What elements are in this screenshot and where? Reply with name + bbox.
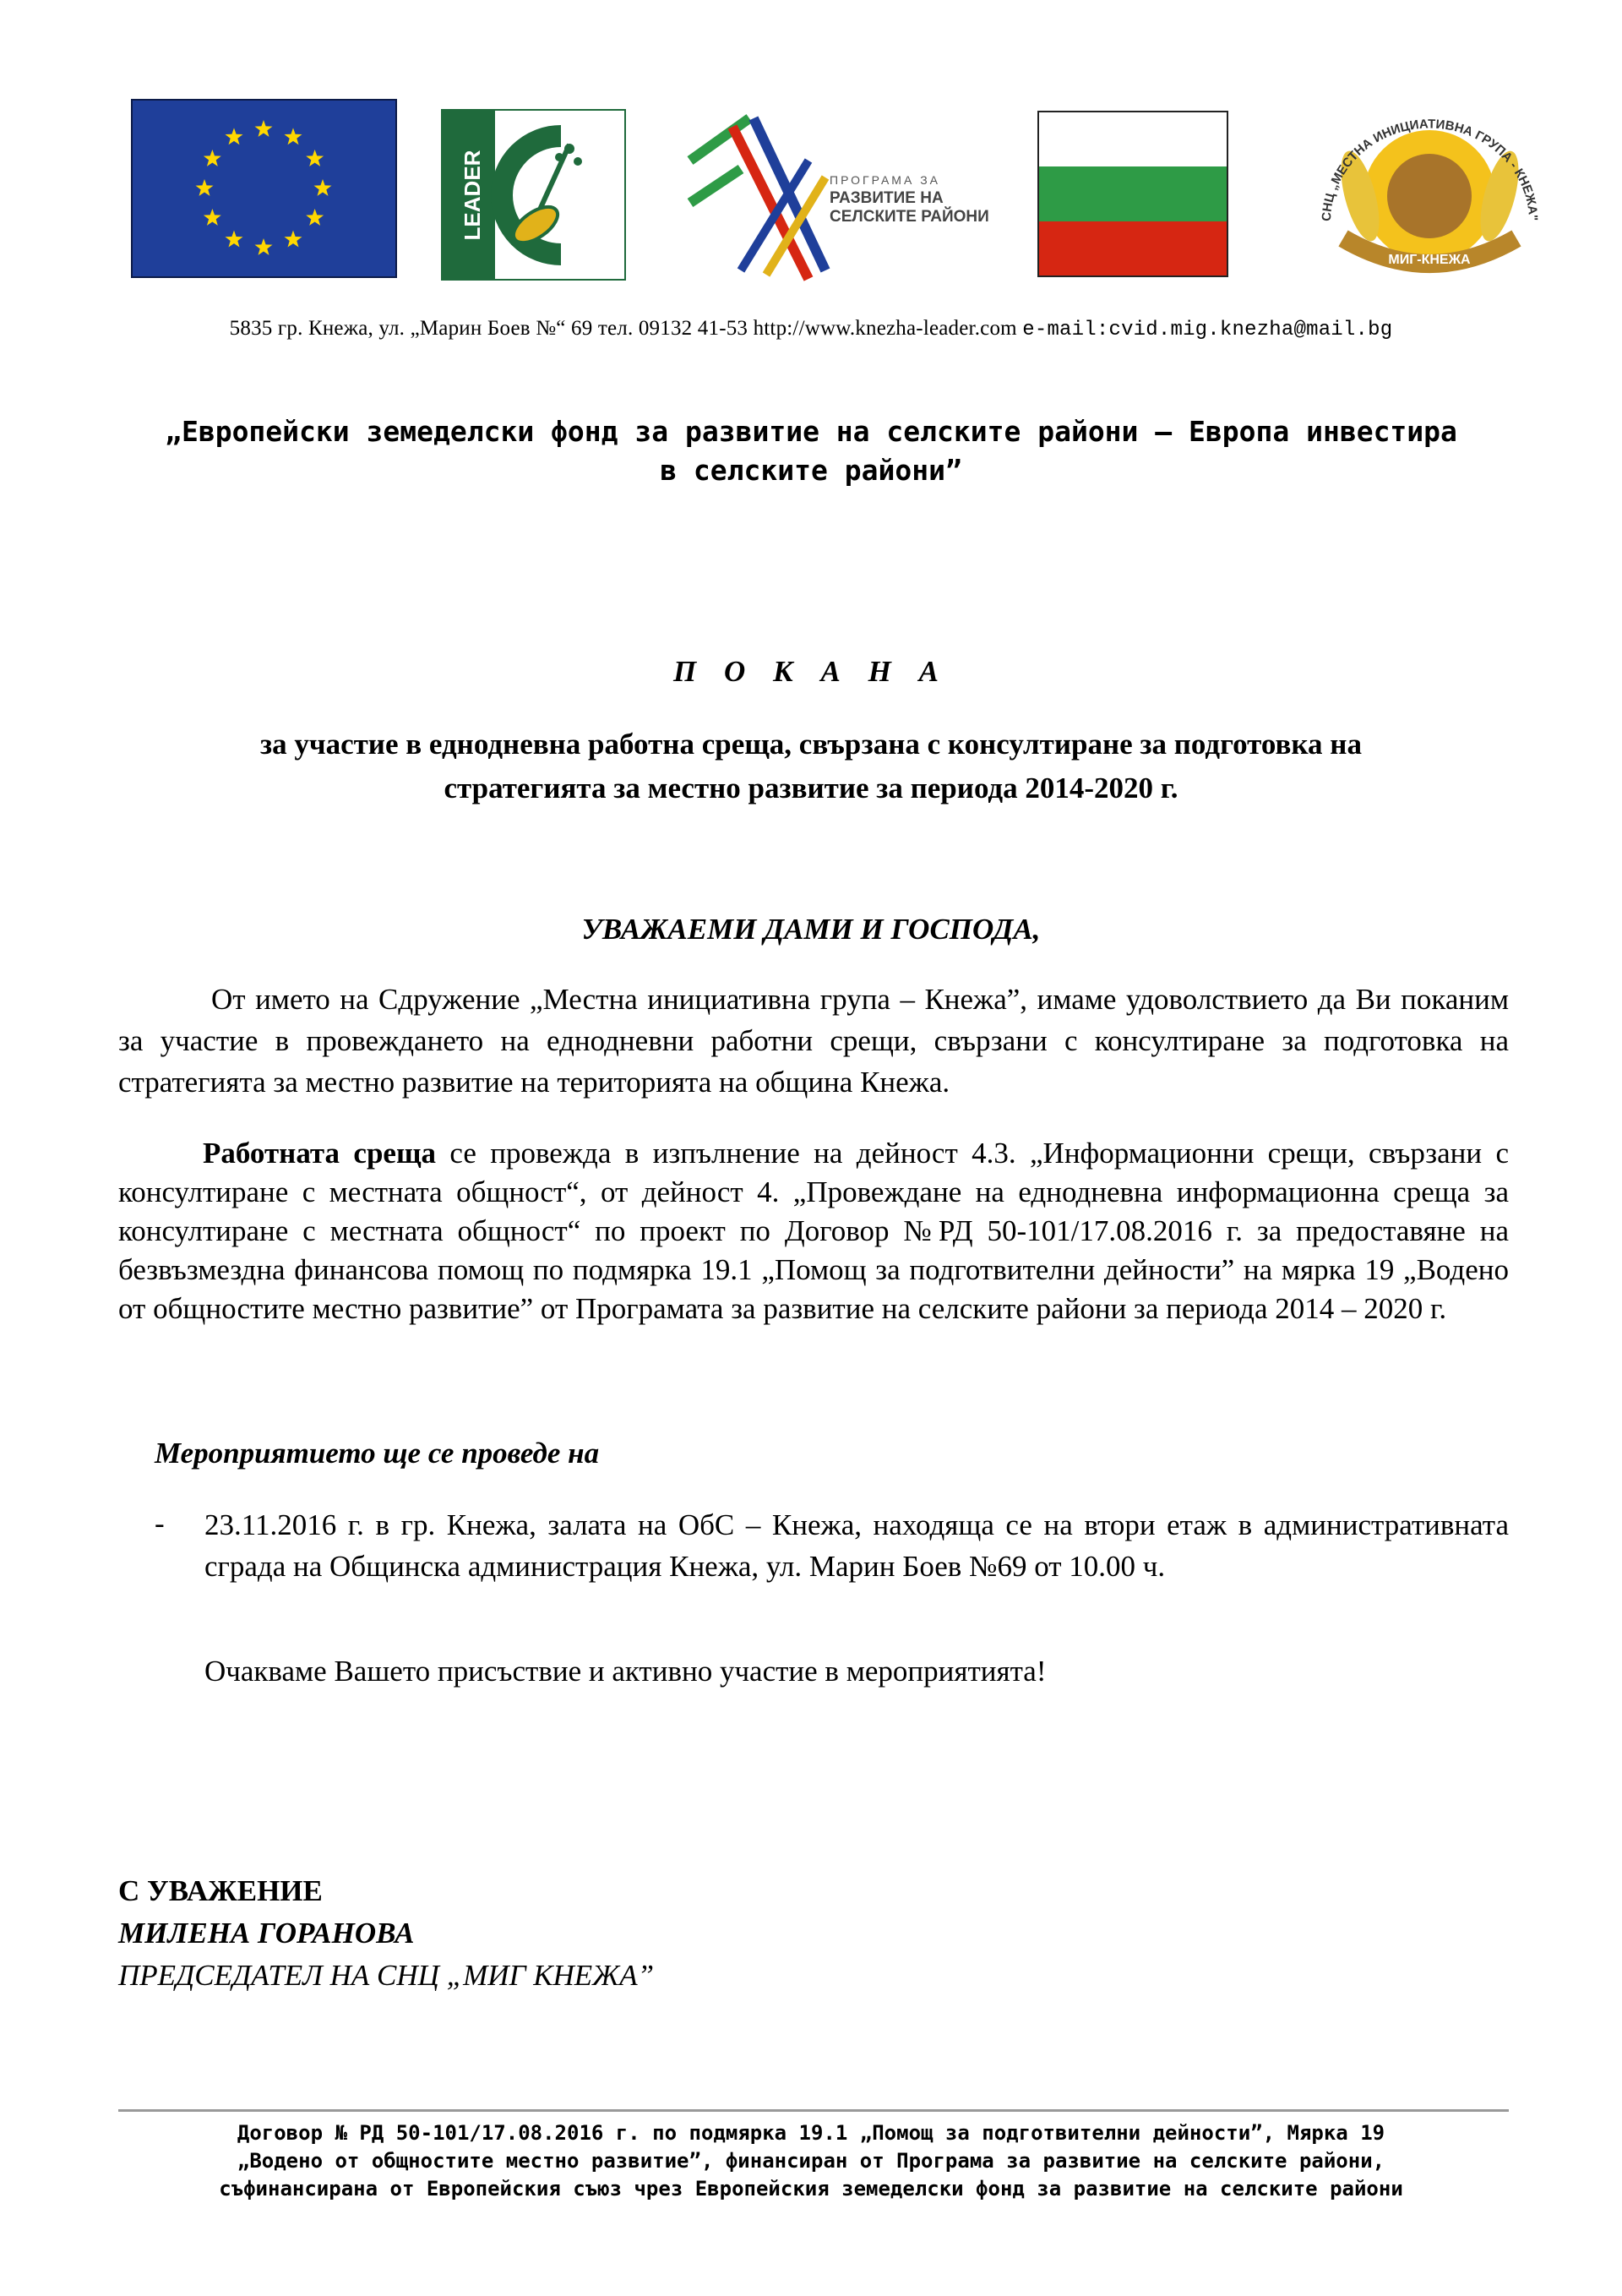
fund-title-line1: „Европейски земеделски фонд за развитие на селските райони – Европа инвестира	[165, 415, 1457, 448]
invitation-subtitle	[169, 723, 1453, 810]
leader-logo	[441, 109, 626, 281]
fund-title-line2: в селските райони”	[660, 454, 962, 487]
closing-text: Очакваме Вашето присъствие и активно участие в мероприятията!	[204, 1655, 1047, 1688]
event-heading: Мероприятието ще се проведе на	[155, 1437, 600, 1470]
eu-star-icon	[204, 150, 221, 166]
eu-star-icon	[306, 150, 324, 166]
subtitle-line2: стратегията за местно развитие за периода 2014-2020 г.	[444, 772, 1178, 804]
meeting-bold-label: Работната среща	[203, 1137, 436, 1170]
list-dash: -	[155, 1507, 165, 1540]
eu-flag-logo	[131, 99, 397, 278]
eu-star-icon	[226, 231, 243, 248]
eu-stars-icon	[133, 101, 395, 276]
eu-star-icon	[255, 238, 273, 255]
eu-star-icon	[314, 179, 332, 196]
contact-line	[0, 317, 1622, 341]
programme-line3: СЕЛСКИТЕ РАЙОНИ	[830, 208, 989, 226]
bulgarian-flag	[1037, 111, 1228, 277]
programme-line1: ПРОГРАМА ЗА	[830, 173, 940, 187]
footer-line2: „Водено от общностите местно развитие”, финансиран от Програма за развитие на селските райони,	[237, 2149, 1385, 2173]
body-paragraph-2	[118, 1134, 1509, 1328]
body-paragraph-2-text: се провежда в изпълнение на дейност 4.3. „Информационни срещи, свързани с консултиране с местната общност“, от дейност 4. „Провеждане на еднодневна информационна среща за консултиране с местната общност“ по проект по Договор №РД 50-101/17.08.2016 г. за предоставяне на безвъзмездна финансова помощ по подмярка 19.1 „Помощ за подготвителни дейности” на мярка 19 „Водено от общностите местно развитие” от Програмата за развитие на селските райони за периода 2014 – 2020 г.	[118, 1137, 1509, 1325]
contact-address: 5835 гр. Кнежа, ул. „Марин Боев №“ 69 тел. 09132 41-53 http://www.knezha-leader.com	[229, 317, 1023, 340]
signature-position: ПРЕДСЕДАТЕЛ НА СНЦ „МИГ КНЕЖА”	[118, 1959, 655, 1992]
mig-arc-text: СНЦ „МЕСТНА ИНИЦИАТИВНА ГРУПА - КНЕЖА"	[1319, 117, 1541, 222]
body-paragraph-1: От името на Сдружение „Местна инициативна група – Кнежа”, имаме удоволствието да Ви поканим за участие в провеждането на еднодневни работни срещи, свързани с консултиране за подготовка на стратегията за местно развитие на територията на община Кнежа.	[118, 983, 1509, 1099]
greeting: УВАЖАЕМИ ДАМИ И ГОСПОДА,	[581, 913, 1041, 946]
mig-ribbon-text: МИГ-КНЕЖА	[1388, 253, 1471, 267]
footer-divider	[118, 2109, 1509, 2112]
rural-development-programme-logo	[682, 110, 990, 283]
programme-line2: РАЗВИТИЕ НА	[830, 189, 944, 207]
eu-star-icon	[204, 209, 221, 226]
contact-email: e-mail:cvid.mig.knezha@mail.bg	[1022, 319, 1393, 341]
eu-star-icon	[226, 128, 243, 145]
invitation-title: П О К А Н А	[673, 655, 949, 688]
signature-name: МИЛЕНА ГОРАНОВА	[118, 1917, 415, 1950]
eu-star-icon	[285, 231, 302, 248]
fund-title	[110, 412, 1512, 490]
event-details: 23.11.2016 г. в гр. Кнежа, залата на ОбС – Кнежа, находяща се на втори етаж в административната сграда на Общинска администрация Кнежа, ул. Марин Боев №69 от 10.00 ч.	[204, 1508, 1509, 1583]
signature-regards: С УВАЖЕНИЕ	[118, 1874, 323, 1907]
footer-line1: Договор № РД 50-101/17.08.2016 г. по подмярка 19.1 „Помощ за подготвителни дейности”, Мярка 19	[237, 2121, 1385, 2145]
subtitle-line1: за участие в еднодневна работна среща, свързана с консултиране за подготовка на	[260, 728, 1362, 761]
leader-text: LEADER	[460, 150, 485, 241]
mig-knezha-logo	[1301, 95, 1559, 283]
eu-star-icon	[306, 209, 324, 226]
eu-star-icon	[196, 179, 214, 196]
eu-star-icon	[255, 120, 273, 137]
footer	[101, 2119, 1521, 2203]
footer-line3: съфинансирана от Европейския съюз чрез Европейския земеделски фонд за развитие на селските райони	[219, 2177, 1403, 2201]
eu-star-icon	[285, 128, 302, 145]
